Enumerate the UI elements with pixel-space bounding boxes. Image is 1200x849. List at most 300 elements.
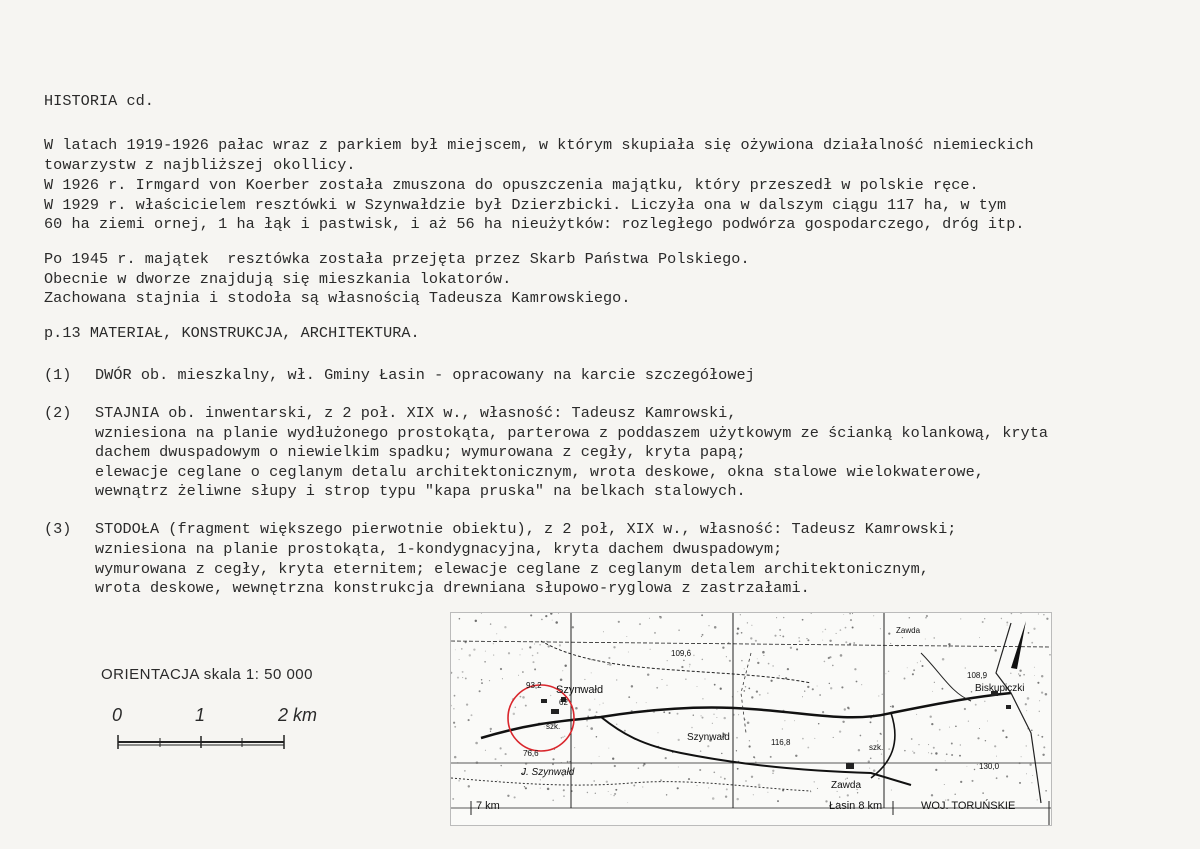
map-texture-dot [772,770,774,772]
map-texture-dot [473,648,475,650]
map-texture-dot [453,722,455,724]
map-texture-dot [806,638,807,639]
map-texture-dot [869,768,870,769]
map-texture-dot [824,661,826,663]
map-texture-dot [982,621,984,623]
map-texture-dot [534,668,536,670]
map-texture-dot [928,744,929,745]
map-texture-dot [681,666,683,668]
map-texture-dot [948,643,950,645]
map-texture-dot [462,677,463,678]
map-texture-dot [975,704,977,706]
map-texture-dot [666,794,667,795]
scale-tick-label: 0 [112,705,123,725]
scale-tick-label: 1 [195,705,206,725]
map-texture-dot [904,678,906,680]
scale-tick-label: 2 km [278,705,318,725]
map-texture-dot [845,641,847,643]
map-texture-dot [489,680,490,681]
map-texture-dot [798,637,799,638]
map-texture-dot [713,714,714,715]
map-texture-dot [873,615,874,616]
map-texture-dot [667,685,668,686]
map-texture-dot [683,660,684,661]
map-texture-dot [945,760,946,761]
map-texture-dot [841,686,843,688]
map-texture-dot [481,679,482,680]
item-line: STODOŁA (fragment większego pierwotnie obiektu), z 2 poł, XIX w., własność: Tadeusz Kamrowski; [95,520,957,538]
map-texture-dot [902,637,903,638]
map-texture-dot [485,750,486,751]
map-texture-dot [783,617,784,618]
map-texture-dot [514,796,516,798]
map-texture-dot [852,627,854,629]
map-texture-dot [912,751,913,752]
map-texture-dot [757,662,759,664]
map-texture-dot [659,616,662,619]
map-texture-dot [770,756,772,758]
map-texture-dot [548,645,550,647]
map-texture-dot [1033,628,1035,630]
map-texture-dot [751,776,753,778]
map-texture-dot [685,679,686,680]
map-texture-dot [996,777,998,779]
map-texture-dot [845,627,847,629]
item-line: STAJNIA ob. inwentarski, z 2 poł. XIX w., własność: Tadeusz Kamrowski, [95,404,737,422]
map-texture-dot [502,678,503,679]
map-texture-dot [829,683,830,684]
map-texture-dot [818,723,819,724]
map-texture-dot [1019,670,1021,672]
map-texture-dot [935,752,937,754]
map-texture-dot [822,711,824,713]
map-texture-dot [836,633,837,634]
scale-bar [112,732,292,752]
map-texture-dot [1039,700,1040,701]
map-texture-dot [669,712,671,714]
section-title: p.13 MATERIAŁ, KONSTRUKCJA, ARCHITEKTURA. [44,324,420,342]
map-texture-dot [1031,729,1033,731]
map-texture-dot [462,671,464,673]
map-texture-dot [529,646,531,648]
map-texture-dot [522,671,524,673]
map-texture-dot [807,639,809,641]
map-texture-dot [979,728,980,729]
map-texture-dot [736,798,738,800]
map-label: 93,2 [526,681,542,690]
map-texture-dot [772,773,773,774]
map-texture-dot [880,733,882,735]
map-texture-dot [475,620,477,622]
map-texture-dot [642,786,643,787]
map-texture-dot [814,781,815,782]
item-line: wzniesiona na planie wydłużonego prostokąta, parterowa z poddaszem użytkowym ze ścianką kolankową, kryta [95,424,1049,442]
map-texture-dot [930,716,932,718]
map-texture-dot [737,768,739,770]
map-label: szk. [546,722,561,731]
map-texture-dot [689,664,691,666]
map-texture-dot [954,793,956,795]
map-texture-dot [951,754,953,756]
map-texture-dot [726,788,728,790]
map-texture-dot [751,625,752,626]
map-texture-dot [882,694,883,695]
map-texture-dot [539,644,540,645]
map-drawing [451,613,1051,825]
map-texture-dot [790,647,792,649]
map-texture-dot [946,753,948,755]
map-texture-dot [744,668,745,669]
map-label: 108,9 [967,671,988,680]
map-texture-dot [559,644,561,646]
map-label: Szynwałd [687,732,730,743]
map-texture-dot [724,778,726,780]
map-texture-dot [985,740,986,741]
map-texture-dot [593,780,595,782]
map-texture-dot [587,792,588,793]
map-texture-dot [814,738,815,739]
map-texture-dot [1018,673,1019,674]
item-number: (2) [44,404,72,422]
map-texture-dot [722,647,724,649]
map-texture-dot [702,717,704,719]
map-label: 76,6 [523,749,539,758]
map-texture-dot [490,731,491,732]
map-texture-dot [564,736,565,737]
map-texture-dot [1001,618,1002,619]
map-texture-dot [490,728,492,730]
map-texture-dot [628,696,630,698]
map-texture-dot [904,750,906,752]
map-texture-dot [481,682,483,684]
map-texture-dot [767,792,768,793]
map-texture-dot [912,673,914,675]
map-texture-dot [825,800,827,802]
map-texture-dot [1031,642,1033,644]
map-texture-dot [540,788,541,789]
map-texture-dot [777,800,779,802]
map-footer-left: 7 km [476,800,500,812]
map-texture-dot [819,694,821,696]
map-texture-dot [702,634,704,636]
map-texture-dot [530,614,532,616]
map-texture-dot [1038,614,1039,615]
map-texture-dot [736,737,738,739]
map-texture-dot [490,623,491,624]
map-texture-dot [768,663,770,665]
map-texture-dot [812,688,814,690]
map-texture-dot [870,721,872,723]
map-texture-dot [933,637,934,638]
map-texture-dot [757,658,758,659]
map-texture-dot [615,789,617,791]
map-texture-dot [745,719,746,720]
map-texture-dot [873,769,876,772]
history-line: Po 1945 r. majątek resztówka została przejęta przez Skarb Państwa Polskiego. [44,250,750,268]
map-texture-dot [505,753,507,755]
map-texture-dot [941,688,943,690]
map-texture-dot [755,640,757,642]
map-label: 116,8 [771,738,791,747]
map-texture-dot [979,637,980,638]
map-texture-dot [861,684,862,685]
map-texture-dot [567,761,569,763]
history-line: Zachowana stajnia i stodoła są własnością Tadeusza Kamrowskiego. [44,289,631,307]
map-texture-dot [1041,691,1043,693]
map-texture-dot [547,788,550,791]
map-texture-dot [755,761,756,762]
map-footer-lasin: Łasin 8 km [829,800,883,812]
map-texture-dot [854,668,856,670]
map-texture-dot [504,626,506,628]
map-texture-dot [454,695,456,697]
map-texture-dot [741,632,743,634]
map-texture-dot [1023,674,1025,676]
map-texture-dot [569,761,570,762]
map-texture-dot [750,637,752,639]
map-texture-dot [745,780,747,782]
map-texture-dot [658,732,659,733]
map-texture-dot [720,688,722,690]
map-texture-dot [1028,632,1030,634]
map-label: 109,6 [671,649,692,658]
map-texture-dot [712,797,715,800]
map-texture-dot [702,698,704,700]
map-texture-dot [964,708,966,710]
map-texture-dot [1002,730,1004,732]
map-texture-dot [541,619,543,621]
map-texture-dot [537,652,539,654]
map-texture-dot [856,681,858,683]
map-texture-dot [465,677,467,679]
map-label: Zawda [896,626,921,635]
map-texture-dot [693,714,694,715]
heading: HISTORIA cd. [44,92,154,110]
map-texture-dot [646,702,647,703]
map-texture-dot [693,655,695,657]
item-line: wrota deskowe, wewnętrzna konstrukcja drewniana słupowo-ryglowa z zastrzałami. [95,579,810,597]
map-texture-dot [996,756,997,757]
map-texture-dot [603,631,604,632]
map-texture-dot [770,680,772,682]
map-texture-dot [968,721,969,722]
map-label: Biskupiczki [975,683,1025,694]
map-texture-dot [984,618,985,619]
map-texture-dot [656,687,658,689]
map-texture-dot [1039,711,1040,712]
map-texture-dot [552,758,554,760]
map-texture-dot [1043,614,1044,615]
map-texture-dot [960,781,962,783]
item-number: (1) [44,366,72,384]
map-texture-dot [678,739,680,741]
map-texture-dot [787,668,789,670]
map-texture-dot [763,655,764,656]
map-texture-dot [799,640,801,642]
map-texture-dot [745,686,746,687]
map-texture-dot [493,643,494,644]
map-texture-dot [663,711,665,713]
map-texture-dot [461,648,463,650]
map-label: 130,0 [979,762,1000,771]
map-texture-dot [1026,745,1027,746]
map-texture-dot [911,738,913,740]
map-texture-dot [452,798,454,800]
map-texture-dot [554,749,555,750]
map-texture-dot [1026,773,1027,774]
map-texture-dot [496,633,497,634]
map-texture-dot [881,753,882,754]
history-line: towarzystw z najbliższej okollicy. [44,156,356,174]
map-texture-dot [609,663,612,666]
map-texture-dot [515,707,517,709]
map-texture-dot [857,792,858,793]
map-texture-dot [522,648,523,649]
map-texture-dot [595,793,596,794]
map-texture-dot [484,661,486,663]
map-texture-dot [860,735,862,737]
map-texture-dot [774,635,776,637]
map-texture-dot [455,649,456,650]
map-texture-dot [784,720,785,721]
map-texture-dot [603,703,604,704]
map-label: szk. [869,743,884,752]
map-texture-dot [519,654,520,655]
map-texture-dot [822,640,823,641]
item-line: wewnątrz żeliwne słupy i strop typu "kapa pruska" na belkach stalowych. [95,482,746,500]
map-texture-dot [518,675,519,676]
map-texture-dot [807,747,809,749]
map-texture-dot [928,752,929,753]
map-texture-dot [839,796,840,797]
map-texture-dot [830,687,832,689]
map-texture-dot [532,655,534,657]
map-texture-dot [1041,675,1043,677]
map-texture-dot [1049,654,1051,656]
map-texture-dot [839,730,841,732]
map-texture-dot [608,748,609,749]
map-texture-dot [459,618,461,620]
map-texture-dot [913,752,915,754]
map-texture-dot [638,767,640,769]
map-texture-dot [654,632,656,634]
map-texture-dot [931,723,933,725]
map-texture-dot [890,643,891,644]
map-texture-dot [520,696,522,698]
map-texture-dot [540,779,541,780]
map-texture-dot [748,745,750,747]
map-texture-dot [464,770,465,771]
map-texture-dot [626,636,627,637]
map-texture-dot [925,638,926,639]
map-texture-dot [613,646,615,648]
map-texture-dot [817,788,818,789]
map-texture-dot [633,785,635,787]
map-texture-dot [918,744,919,745]
map-texture-dot [751,696,753,698]
map-texture-dot [1045,790,1047,792]
map-texture-dot [564,665,566,667]
map-texture-dot [701,636,702,637]
map-texture-dot [971,691,973,693]
map-texture-dot [649,618,650,619]
map-texture-dot [840,654,843,657]
map-texture-dot [714,684,716,686]
map-texture-dot [802,619,804,621]
map-texture-dot [960,744,961,745]
map-texture-dot [522,696,525,699]
map-texture-dot [994,649,996,651]
map-texture-dot [852,613,853,614]
map-texture-dot [453,708,454,709]
map-texture-dot [708,787,709,788]
map-texture-dot [796,648,798,650]
map-texture-dot [561,737,562,738]
map-texture-dot [729,660,731,662]
map-texture-dot [825,629,827,631]
map-texture-dot [878,778,879,779]
map-texture-dot [925,617,927,619]
map-texture-dot [584,679,585,680]
map-texture-dot [1019,675,1021,677]
map-texture-dot [966,766,967,767]
map-texture-dot [762,651,765,654]
map-texture-dot [493,655,494,656]
map-texture-dot [468,719,470,721]
map-texture-dot [1045,693,1048,696]
map-texture-dot [550,695,551,696]
map-texture-dot [665,757,667,759]
map-texture-dot [780,635,781,636]
map-texture-dot [716,709,717,710]
map-texture-dot [890,706,891,707]
map-texture-dot [868,760,870,762]
history-line: W latach 1919-1926 pałac wraz z parkiem był miejscem, w którym skupiała się ożywiona działalność niemieckich [44,136,1034,154]
map-texture-dot [678,629,680,631]
map-texture-dot [552,763,554,765]
map-texture-dot [1034,675,1035,676]
map-texture-dot [636,702,637,703]
map-texture-dot [1027,697,1030,700]
map-texture-dot [700,750,702,752]
map-texture-dot [545,615,547,617]
map-texture-dot [782,635,784,637]
map-texture-dot [667,660,668,661]
map-texture-dot [691,727,693,729]
map-texture-dot [563,795,564,796]
map-texture-dot [700,715,701,716]
map-texture-dot [934,682,935,683]
map-texture-dot [917,662,918,663]
map-texture-dot [707,745,709,747]
map-texture-dot [500,668,502,670]
map-texture-dot [725,796,727,798]
map-texture-dot [843,614,844,615]
map-texture-dot [594,699,595,700]
item-line: wzniesiona na planie prostokąta, 1-kondygnacyjna, kryta dachem dwuspadowym; [95,540,783,558]
map-texture-dot [920,661,921,662]
map-texture-dot [1025,703,1027,705]
map-texture-dot [614,765,616,767]
map-texture-dot [907,667,908,668]
map-texture-dot [618,621,620,623]
map-texture-dot [965,668,966,669]
map-label: J. Szynwałd [521,767,575,778]
history-line: W 1926 r. Irmgard von Koerber została zmuszona do opuszczenia majątku, który przeszedł w polskie ręce. [44,176,979,194]
map-texture-dot [596,711,598,713]
map-texture-dot [1026,710,1027,711]
map-texture-dot [949,727,950,728]
